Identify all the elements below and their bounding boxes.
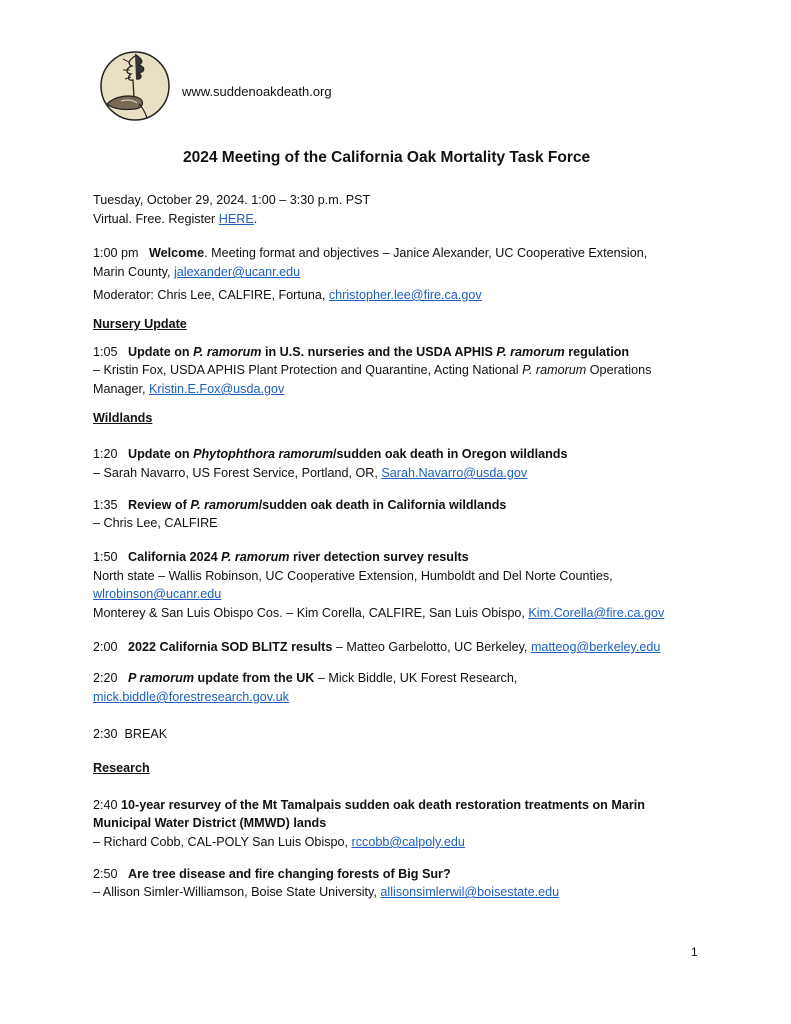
item-title-italic: P. ramorum (190, 498, 259, 512)
agenda-item-wild-2 (93, 497, 506, 513)
item-title-part: river detection survey results (289, 550, 469, 564)
item-title-part: Are tree disease and fire changing forests of Big Sur? (128, 867, 451, 881)
section-heading-nursery: Nursery Update (93, 317, 187, 331)
email-link[interactable]: rccobb@calpoly.edu (351, 835, 465, 849)
wild-3-email1-line (93, 586, 221, 602)
agenda-item-research-2 (93, 866, 451, 882)
item-title: Welcome (149, 246, 205, 260)
wild-3-north-state: North state – Wallis Robinson, UC Cooperative Extension, Humboldt and Del Norte Counties, (93, 569, 613, 583)
item-title-part: Review of (128, 498, 191, 512)
speaker-text: – Allison Simler-Williamson, Boise State University, (93, 885, 381, 899)
section-heading-research: Research (93, 761, 150, 775)
welcome-location: Marin County, (93, 265, 174, 279)
moderator-text: Moderator: Chris Lee, CALFIRE, Fortuna, (93, 288, 329, 302)
item-title-part: update from the UK (194, 671, 315, 685)
page-number: 1 (691, 945, 698, 959)
item-title-part: Update on (128, 345, 194, 359)
item-time: 2:50 (93, 867, 118, 881)
speaker-italic: P. ramorum (522, 363, 587, 377)
item-title-part: Update on (128, 447, 194, 461)
item-title-italic: P. ramorum (496, 345, 565, 359)
wild-5-email-line (93, 689, 289, 705)
email-link[interactable]: christopher.lee@fire.ca.gov (328, 288, 482, 302)
nursery-1-line3 (93, 381, 284, 397)
wild-1-speaker (93, 465, 527, 481)
agenda-item-wild-3 (93, 549, 469, 565)
register-suffix: . (253, 212, 258, 226)
item-title-italic: Phytophthora ramorum (193, 447, 334, 461)
item-title-italic: P ramorum (128, 671, 195, 685)
item-title-italic: P. ramorum (193, 345, 262, 359)
break-label: BREAK (124, 727, 168, 741)
agenda-item-wild-1 (93, 446, 567, 462)
item-title-part: 2022 California SOD BLITZ results (128, 640, 333, 654)
item-time: 2:20 (93, 671, 118, 685)
moderator-line (93, 287, 482, 303)
speaker-text: Operations (586, 363, 652, 377)
speaker-text: – Sarah Navarro, US Forest Service, Portland, OR, (93, 466, 382, 480)
speaker-text: Monterey & San Luis Obispo Cos. – Kim Corella, CALFIRE, San Luis Obispo, (93, 606, 529, 620)
research-1-title-line2: Municipal Water District (MMWD) lands (93, 816, 327, 830)
wild-2-speaker: – Chris Lee, CALFIRE (93, 516, 218, 530)
page-title: 2024 Meeting of the California Oak Mortality Task Force (183, 149, 591, 166)
nursery-1-speaker (93, 362, 651, 378)
item-time: 1:20 (93, 447, 118, 461)
website-url: www.suddenoakdeath.org (182, 84, 332, 99)
email-link[interactable]: Kim.Corella@fire.ca.gov (528, 606, 665, 620)
oak-seedling-logo-icon (99, 46, 171, 122)
email-link[interactable]: mick.biddle@forestresearch.gov.uk (93, 690, 289, 704)
item-time: 2:40 (93, 798, 118, 812)
research-2-speaker (93, 884, 559, 900)
welcome-line2 (93, 264, 300, 280)
agenda-item-wild-5 (93, 670, 517, 686)
email-link[interactable]: matteog@berkeley.edu (530, 640, 661, 654)
item-time: 1:00 pm (93, 246, 139, 260)
register-line (93, 211, 257, 227)
agenda-item-wild-4 (93, 639, 660, 655)
speaker-text: – Mick Biddle, UK Forest Research, (314, 671, 518, 685)
meeting-date: Tuesday, October 29, 2024. 1:00 – 3:30 p.m. PST (93, 193, 371, 207)
agenda-item-research-1 (93, 797, 645, 813)
section-heading-wildlands: Wildlands (93, 411, 153, 425)
item-title-part: /sudden oak death in Oregon wildlands (333, 447, 568, 461)
email-link[interactable]: Kristin.E.Fox@usda.gov (149, 382, 285, 396)
item-time: 2:00 (93, 640, 118, 654)
item-title-part: 10-year resurvey of the Mt Tamalpais sudden oak death restoration treatments on Marin (121, 798, 645, 812)
agenda-item-break (93, 726, 167, 742)
agenda-item-welcome (93, 245, 647, 261)
item-title-part: in U.S. nurseries and the USDA APHIS (261, 345, 497, 359)
speaker-text: Manager, (93, 382, 150, 396)
email-link[interactable]: wlrobinson@ucanr.edu (93, 587, 222, 601)
register-prefix: Virtual. Free. Register (93, 212, 219, 226)
speaker-text: – Kristin Fox, USDA APHIS Plant Protection and Quarantine, Acting National (93, 363, 523, 377)
email-link[interactable]: jalexander@ucanr.edu (173, 265, 301, 279)
item-title-part: /sudden oak death in California wildlands (258, 498, 507, 512)
email-link[interactable]: allisonsimlerwil@boisestate.edu (380, 885, 560, 899)
wild-3-monterey (93, 605, 664, 621)
item-time: 1:05 (93, 345, 118, 359)
item-description: . Meeting format and objectives – Janice Alexander, UC Cooperative Extension, (204, 246, 648, 260)
speaker-text: – Richard Cobb, CAL-POLY San Luis Obispo, (93, 835, 352, 849)
agenda-item-nursery-1 (93, 344, 629, 360)
item-time: 1:50 (93, 550, 118, 564)
research-1-speaker (93, 834, 465, 850)
item-title-italic: P. ramorum (221, 550, 290, 564)
item-title-part: California 2024 (128, 550, 222, 564)
speaker-text: – Matteo Garbelotto, UC Berkeley, (332, 640, 531, 654)
item-time: 1:35 (93, 498, 118, 512)
register-link[interactable]: HERE (218, 212, 254, 226)
item-time: 2:30 (93, 727, 118, 741)
item-title-part: regulation (564, 345, 630, 359)
email-link[interactable]: Sarah.Navarro@usda.gov (381, 466, 528, 480)
